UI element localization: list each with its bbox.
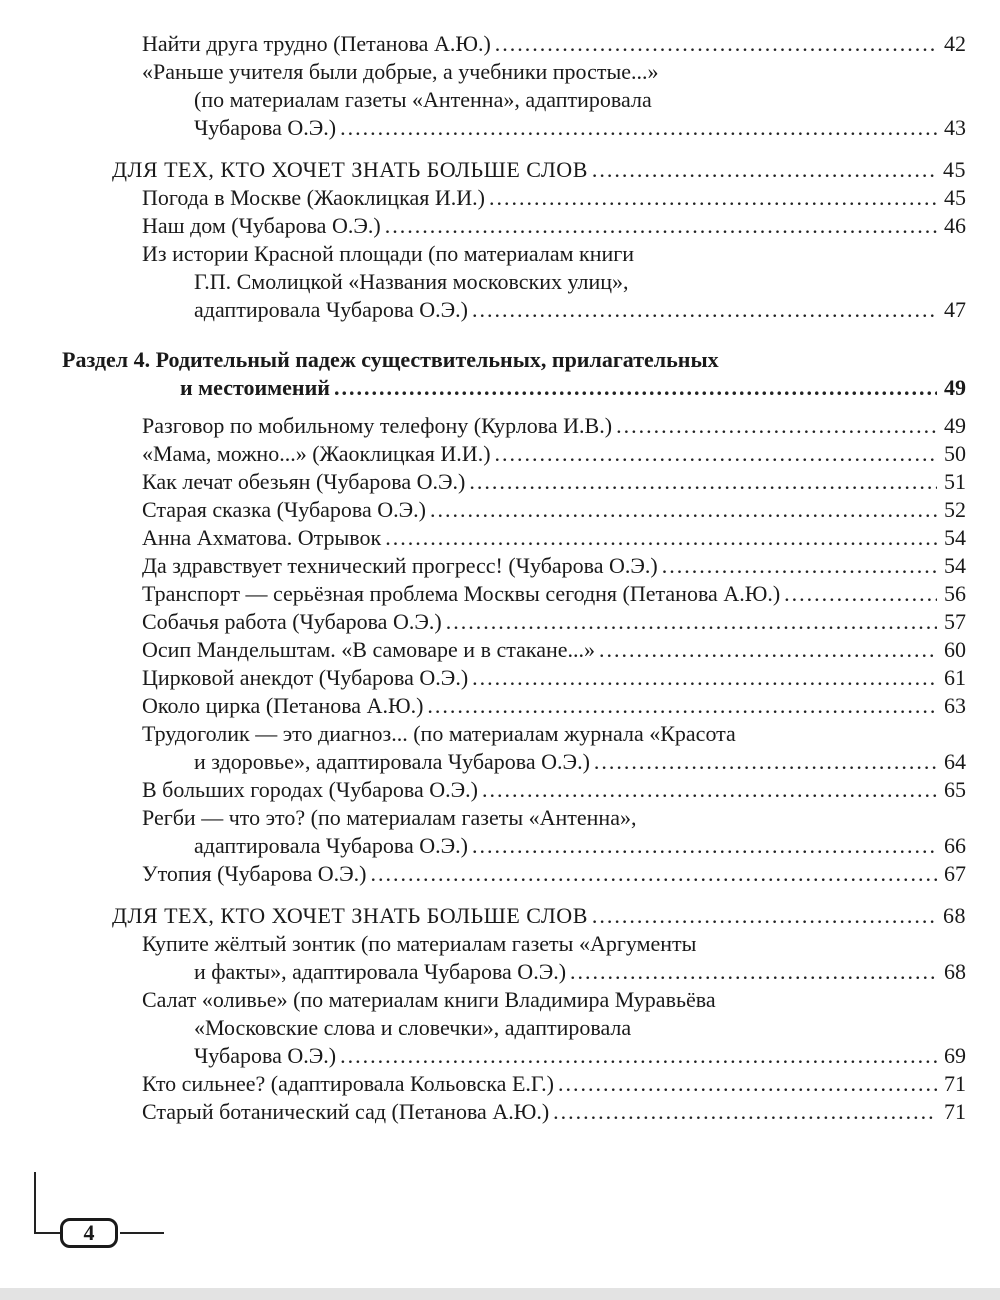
toc-page-number: 63 xyxy=(944,693,966,718)
toc-page-number: 69 xyxy=(944,1043,966,1068)
toc-entry xyxy=(0,440,966,468)
toc-entry-row xyxy=(142,664,966,692)
dot-leader xyxy=(495,30,937,58)
dot-leader xyxy=(334,374,937,402)
toc-spacer xyxy=(0,142,966,156)
dot-leader xyxy=(592,156,937,184)
dot-leader xyxy=(599,636,937,664)
dot-leader xyxy=(592,902,937,930)
table-of-contents xyxy=(0,30,966,1126)
toc-entry-title-line: Найти друга трудно (Петанова А.Ю.) xyxy=(142,31,491,56)
toc-page-number: 46 xyxy=(944,213,966,238)
toc-spacer xyxy=(0,324,966,346)
toc-entry-title-line: ДЛЯ ТЕХ, КТО ХОЧЕТ ЗНАТЬ БОЛЬШЕ СЛОВ xyxy=(112,157,588,182)
toc-entry xyxy=(0,524,966,552)
toc-entry-row xyxy=(142,692,966,720)
toc-page-number: 47 xyxy=(944,297,966,322)
toc-entry-row xyxy=(142,832,966,860)
toc-entry-title-line: Как лечат обезьян (Чубарова О.Э.) xyxy=(142,469,466,494)
toc-page-number: 54 xyxy=(944,553,966,578)
toc-entry xyxy=(0,692,966,720)
toc-entry-title-line: адаптировала Чубарова О.Э.) xyxy=(194,833,468,858)
toc-entry xyxy=(0,664,966,692)
toc-entry-row xyxy=(142,184,966,212)
toc-entry-title-line: В больших городах (Чубарова О.Э.) xyxy=(142,777,478,802)
toc-entry xyxy=(0,860,966,888)
toc-entry-row xyxy=(142,30,966,58)
toc-entry-title-line: Транспорт — серьёзная проблема Москвы сегодня (Петанова А.Ю.) xyxy=(142,581,781,606)
toc-entry-title-line: Купите жёлтый зонтик (по материалам газеты «Аргументы xyxy=(142,931,697,956)
dot-leader xyxy=(489,184,937,212)
toc-entry-title-line: Погода в Москве (Жаоклицкая И.И.) xyxy=(142,185,485,210)
toc-entry-title-line: Анна Ахматова. Отрывок xyxy=(142,525,382,550)
toc-entry-title-line: Старая сказка (Чубарова О.Э.) xyxy=(142,497,427,522)
dot-leader xyxy=(340,1042,937,1070)
toc-entry-title-line: и факты», адаптировала Чубарова О.Э.) xyxy=(194,959,567,984)
toc-page-number: 54 xyxy=(944,525,966,550)
dot-leader xyxy=(446,608,937,636)
toc-page-number: 64 xyxy=(944,749,966,774)
toc-entry xyxy=(0,720,966,776)
toc-entry-title-line: Г.П. Смолицкой «Названия московских улиц», xyxy=(194,269,629,294)
toc-entry-row xyxy=(142,524,966,552)
toc-page-number: 56 xyxy=(944,581,966,606)
toc-entry-title-line: ДЛЯ ТЕХ, КТО ХОЧЕТ ЗНАТЬ БОЛЬШЕ СЛОВ xyxy=(112,903,588,928)
toc-entry-row xyxy=(142,580,966,608)
dot-leader xyxy=(553,1098,937,1126)
toc-page-number: 66 xyxy=(944,833,966,858)
dot-leader xyxy=(594,748,937,776)
toc-section-heading xyxy=(0,346,966,402)
toc-entry xyxy=(0,412,966,440)
toc-entry-row xyxy=(142,468,966,496)
toc-entry-row xyxy=(142,1070,966,1098)
toc-entry-row xyxy=(142,496,966,524)
toc-entry-row xyxy=(62,374,966,402)
toc-entry xyxy=(0,930,966,986)
page-number-text: 4 xyxy=(83,1220,95,1245)
dot-leader xyxy=(472,664,937,692)
toc-entry-title-line: (по материалам газеты «Антенна», адаптировала xyxy=(194,87,652,112)
toc-entry xyxy=(0,496,966,524)
toc-entry-title-line: и здоровье», адаптировала Чубарова О.Э.) xyxy=(194,749,590,774)
toc-page-number: 49 xyxy=(944,413,966,438)
toc-entry xyxy=(0,986,966,1070)
toc-entry xyxy=(0,184,966,212)
dot-leader xyxy=(469,468,937,496)
toc-entry-title-line: «Мама, можно...» (Жаоклицкая И.И.) xyxy=(142,441,491,466)
toc-entry-title-line: Чубарова О.Э.) xyxy=(194,1043,337,1068)
toc-entry xyxy=(0,608,966,636)
toc-entry-row xyxy=(142,776,966,804)
toc-entry-row xyxy=(142,860,966,888)
toc-entry xyxy=(0,240,966,324)
toc-entry-row xyxy=(142,608,966,636)
dot-leader xyxy=(495,440,937,468)
dot-leader xyxy=(472,832,937,860)
dot-leader xyxy=(570,958,937,986)
toc-entry-row xyxy=(112,902,966,930)
toc-page-number: 50 xyxy=(944,441,966,466)
toc-entry-title-line: «Раньше учителя были добрые, а учебники простые...» xyxy=(142,59,659,84)
toc-entry-row xyxy=(142,114,966,142)
toc-page-number: 52 xyxy=(944,497,966,522)
toc-page-number: 42 xyxy=(944,31,966,56)
toc-entry-title-line: Кто сильнее? (адаптировала Кольовска Е.Г.) xyxy=(142,1071,554,1096)
toc-entry-title-line: Старый ботанический сад (Петанова А.Ю.) xyxy=(142,1099,550,1124)
dot-leader xyxy=(482,776,937,804)
toc-spacer xyxy=(0,888,966,902)
toc-entry-title-line: Осип Мандельштам. «В самоваре и в стакане...» xyxy=(142,637,596,662)
toc-entry xyxy=(0,580,966,608)
toc-entry-title-line: Из истории Красной площади (по материалам книги xyxy=(142,241,635,266)
toc-entry xyxy=(0,776,966,804)
toc-page-number: 57 xyxy=(944,609,966,634)
footer-frame-line xyxy=(34,1172,36,1234)
toc-entry xyxy=(0,58,966,142)
toc-entry-row xyxy=(142,636,966,664)
toc-entry xyxy=(0,1098,966,1126)
dot-leader xyxy=(427,692,937,720)
toc-subheading xyxy=(0,156,966,184)
toc-entry-title-line: и местоимений xyxy=(180,375,330,400)
toc-page-number: 43 xyxy=(944,115,966,140)
toc-page-number: 45 xyxy=(944,185,966,210)
dot-leader xyxy=(558,1070,937,1098)
toc-entry-row xyxy=(142,552,966,580)
dot-leader xyxy=(472,296,937,324)
toc-entry-title-line: Да здравствует технический прогресс! (Чубарова О.Э.) xyxy=(142,553,658,578)
toc-entry-row xyxy=(142,412,966,440)
toc-page-number: 51 xyxy=(944,469,966,494)
toc-page-number: 60 xyxy=(944,637,966,662)
dot-leader xyxy=(385,212,937,240)
toc-page-number: 68 xyxy=(944,959,966,984)
viewer-bottom-bar xyxy=(0,1288,1000,1300)
toc-entry-title-line: Трудоголик — это диагноз... (по материалам журнала «Красота xyxy=(142,721,736,746)
toc-entry xyxy=(0,804,966,860)
toc-entry-row xyxy=(142,958,966,986)
toc-entry-row xyxy=(142,440,966,468)
toc-entry-title-line: адаптировала Чубарова О.Э.) xyxy=(194,297,468,322)
toc-entry-title-line: Салат «оливье» (по материалам книги Владимира Муравьёва xyxy=(142,987,716,1012)
toc-page-number: 61 xyxy=(944,665,966,690)
toc-page-number: 68 xyxy=(943,903,966,928)
dot-leader xyxy=(430,496,937,524)
toc-entry-title-line: Раздел 4. Родительный падеж существительных, прилагательных xyxy=(62,347,719,372)
toc-entry-title-line: Около цирка (Петанова А.Ю.) xyxy=(142,693,424,718)
dot-leader xyxy=(616,412,937,440)
dot-leader xyxy=(340,114,937,142)
toc-entry-row xyxy=(142,212,966,240)
toc-entry-row xyxy=(142,748,966,776)
toc-page-number: 71 xyxy=(944,1071,966,1096)
toc-subheading xyxy=(0,902,966,930)
toc-entry-row xyxy=(142,1042,966,1070)
toc-entry xyxy=(0,552,966,580)
toc-entry xyxy=(0,1070,966,1098)
dot-leader xyxy=(385,524,937,552)
toc-entry xyxy=(0,468,966,496)
toc-page-number: 65 xyxy=(944,777,966,802)
toc-page-number: 67 xyxy=(944,861,966,886)
dot-leader xyxy=(662,552,937,580)
toc-entry-title-line: Цирковой анекдот (Чубарова О.Э.) xyxy=(142,665,469,690)
toc-entry-title-line: «Московские слова и словечки», адаптировала xyxy=(194,1015,632,1040)
toc-entry-title-line: Чубарова О.Э.) xyxy=(194,115,337,140)
toc-entry-title-line: Собачья работа (Чубарова О.Э.) xyxy=(142,609,442,634)
toc-entry-title-line: Разговор по мобильному телефону (Курлова И.В.) xyxy=(142,413,613,438)
toc-page-number: 71 xyxy=(944,1099,966,1124)
dot-leader xyxy=(784,580,937,608)
footer-frame-line xyxy=(120,1232,164,1234)
toc-entry-row xyxy=(112,156,966,184)
toc-entry-title-line: Регби — что это? (по материалам газеты «Антенна», xyxy=(142,805,637,830)
toc-page-number: 49 xyxy=(944,375,966,400)
toc-entry xyxy=(0,636,966,664)
toc-spacer xyxy=(0,402,966,412)
toc-entry xyxy=(0,212,966,240)
dot-leader xyxy=(370,860,937,888)
toc-entry-row xyxy=(142,1098,966,1126)
page-number xyxy=(60,1218,118,1248)
toc-entry-title-line: Наш дом (Чубарова О.Э.) xyxy=(142,213,381,238)
footer-frame-line xyxy=(34,1232,62,1234)
toc-entry-title-line: Утопия (Чубарова О.Э.) xyxy=(142,861,367,886)
toc-entry-row xyxy=(142,296,966,324)
toc-entry xyxy=(0,30,966,58)
toc-page-number: 45 xyxy=(943,157,966,182)
